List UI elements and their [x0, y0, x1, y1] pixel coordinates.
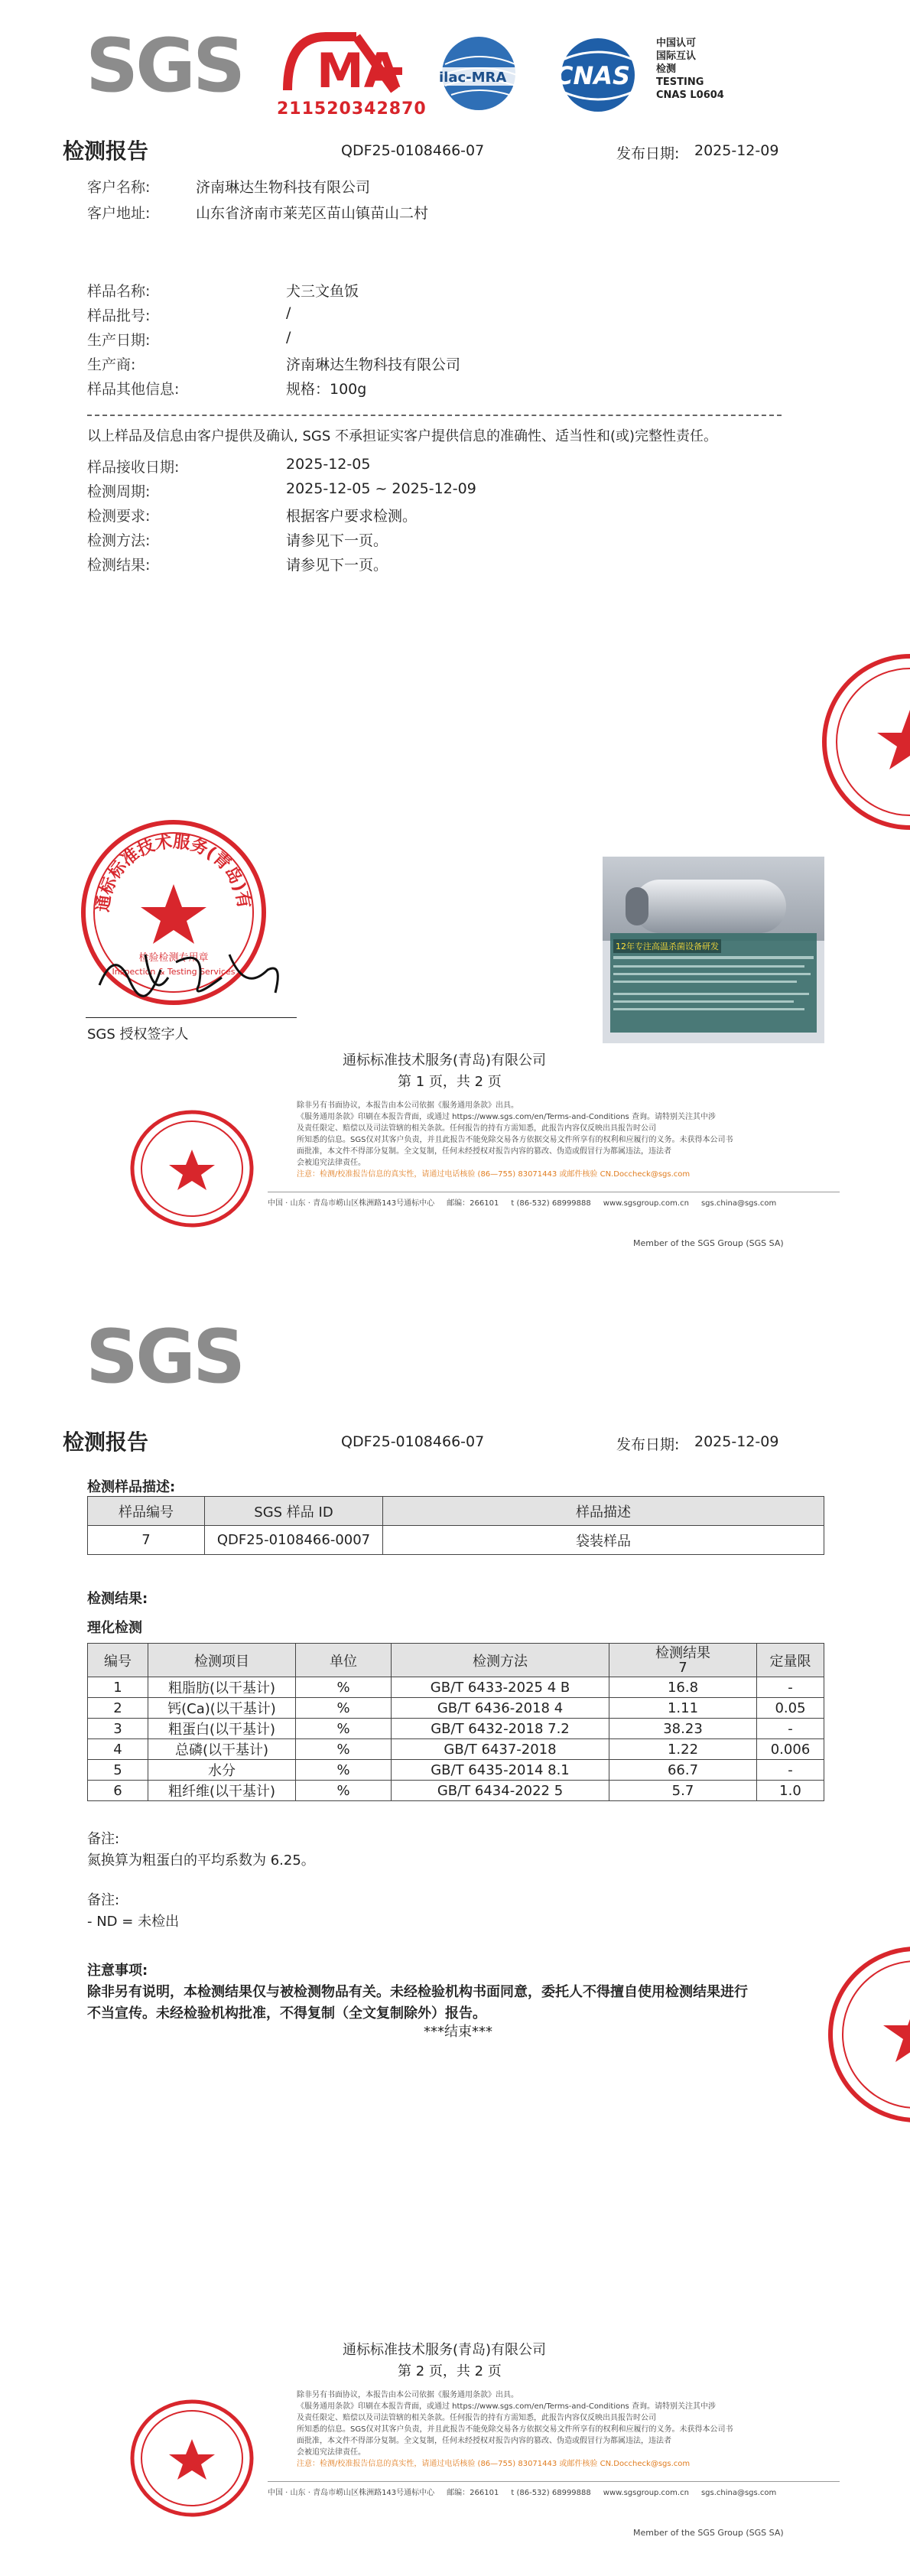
separator-line	[87, 415, 782, 416]
footer-web[interactable]: www.sgsgroup.com.cn	[603, 2489, 689, 2497]
member-text: Member of the SGS Group (SGS SA)	[633, 1238, 784, 1248]
note1-label: 备注:	[87, 1831, 120, 1847]
cma-letters: MA	[317, 43, 401, 96]
member-text: Member of the SGS Group (SGS SA)	[633, 2528, 784, 2538]
test-period-label: 检测周期:	[87, 483, 151, 500]
company-footer-2: 通标标准技术服务(青岛)有限公司	[343, 2342, 547, 2358]
page-number-2: 第 2 页，共 2 页	[398, 2363, 502, 2379]
footer-postcode: 邮编：266101	[447, 1199, 499, 1208]
sgs-logo-page2: SGS	[86, 1314, 243, 1400]
page-number-1: 第 1 页，共 2 页	[398, 1074, 502, 1090]
seal-sub: 检验检测专用章	[138, 952, 209, 964]
test-requirement: 根据客户要求检测。	[286, 508, 418, 525]
sample-name-label: 样品名称:	[87, 283, 151, 300]
client-address-label: 客户地址:	[87, 205, 151, 222]
footer-seal-2	[127, 2397, 257, 2519]
batch-label: 样品批号:	[87, 307, 151, 324]
note1-text: 氮换算为粗蛋白的平均系数为 6.25。	[87, 1852, 315, 1869]
page2-title: 检测报告	[63, 1429, 149, 1455]
footer-email[interactable]: sgs.china@sgs.com	[700, 1199, 777, 1208]
seal-en: Inspection & Testing Services	[112, 967, 236, 977]
receive-date: 2025-12-05	[286, 456, 371, 473]
table-row: 7 QDF25-0108466-0007 袋装样品	[88, 1526, 824, 1555]
footer-web[interactable]: www.sgsgroup.com.cn	[603, 1199, 689, 1208]
ilac-mra-logo	[436, 34, 528, 115]
attention-line2: 不当宣传。未经检验机构批准，不得复制（全文复制除外）报告。	[87, 2005, 486, 2021]
footer-postcode: 邮编：266101	[447, 2489, 499, 2497]
batch-value: /	[286, 304, 291, 321]
page2-report-number: QDF25-0108466-07	[341, 1433, 485, 1450]
footer-email[interactable]: sgs.china@sgs.com	[700, 2489, 777, 2497]
cnas-text: CNAS	[555, 61, 631, 90]
end-mark: ***结束***	[424, 2024, 492, 2040]
seal-arc-text: 通标标准技术服务(青岛)有	[93, 832, 254, 913]
page-title: 检测报告	[63, 138, 149, 164]
company-footer-1: 通标标准技术服务(青岛)有限公司	[343, 1052, 547, 1068]
sample-name: 犬三文鱼饭	[286, 283, 359, 300]
test-requirement-label: 检测要求:	[87, 508, 151, 525]
table-row: 3 粗蛋白(以干基计) % GB/T 6432-2018 7.2 38.23 -	[88, 1719, 824, 1739]
table-row: 5 水分 % GB/T 6435-2014 8.1 66.7 -	[88, 1760, 824, 1781]
signature-line	[86, 1017, 297, 1018]
test-method: 请参见下一页。	[286, 532, 388, 549]
client-name: 济南琳达生物科技有限公司	[196, 179, 371, 196]
test-method-label: 检测方法:	[87, 532, 151, 549]
sample-table	[87, 1496, 824, 1555]
footer-phone: t (86-532) 68999888	[511, 2489, 591, 2497]
manufacturer-label: 生产商:	[87, 356, 136, 373]
sample-desc-heading: 检测样品描述:	[87, 1479, 176, 1495]
test-result-label: 检测结果:	[87, 557, 151, 574]
table-row: 1 粗脂肪(以干基计) % GB/T 6433-2025 4 B 16.8 -	[88, 1677, 824, 1698]
client-address: 山东省济南市莱芜区苗山镇苗山二村	[196, 205, 429, 222]
results-heading: 检测结果:	[87, 1591, 148, 1607]
cma-number: 211520342870	[277, 99, 427, 119]
note2-label: 备注:	[87, 1892, 120, 1908]
section-heading: 理化检测	[87, 1620, 142, 1636]
footer-block-1: 除非另有书面协议，本报告由本公司依据《服务通用条款》出具。 《服务通用条款》印刷在本报告背面，或通过 https://www.sgs.com/en/Terms-and-Conditions 查询。请特别关注其中涉 及责任限定、赔偿以及司法管辖的相关条款。任何报告的持有方需知悉，此报告内容仅反映出具报告时公司 所知悉的信息。SGS仅对其客户负责，并且此报告不能免除交易各方依据交易文件所享有的权利和应履行的义务。未获得本公司书 面批准，本文件不得部分复制。全文复制，任何未经授权对报告内容的篡改、伪造或假冒行为都属违法，违法者 会被追究法律责任。 注意：检测/校准报告信息的真实性，请通过电话核验 (86—755) 83071443 或邮件核验 CN.Doccheck@sgs.com 中国 · 山东 · 青岛市崂山区株洲路143号通标中心 邮编：266101 t (86-532) 68999888 www.sgsgroup.com.cn sgs.china@sgs.com Member of the SGS Group (SGS SA)	[76, 1095, 841, 1248]
equipment-photo	[603, 857, 824, 1043]
receive-date-label: 样品接收日期:	[87, 459, 180, 476]
sgs-logo: SGS	[86, 23, 243, 109]
test-result: 请参见下一页。	[286, 557, 388, 574]
issue-date-label: 发布日期:	[616, 145, 680, 162]
client-name-label: 客户名称:	[87, 179, 151, 196]
signature	[92, 939, 291, 1008]
attention-line1: 除非另有说明，本检测结果仅与被检测物品有关。未经检验机构书面同意，委托人不得擅自使用检测结果进行	[87, 1984, 748, 2000]
table-row: 4 总磷(以干基计) % GB/T 6437-2018 1.22 0.006	[88, 1739, 824, 1760]
sample-table-header: 样品编号	[88, 1497, 205, 1526]
production-date-label: 生产日期:	[87, 332, 151, 349]
other-info-value: 规格：100g	[286, 381, 367, 398]
footer-phone: t (86-532) 68999888	[511, 1199, 591, 1208]
issue-date: 2025-12-09	[694, 142, 779, 159]
footer-block-2: 除非另有书面协议，本报告由本公司依据《服务通用条款》出具。 《服务通用条款》印刷在本报告背面，或通过 https://www.sgs.com/en/Terms-and-Conditions 查询。请特别关注其中涉 及责任限定、赔偿以及司法管辖的相关条款。任何报告的持有方需知悉，此报告内容仅反映出具报告时公司 所知悉的信息。SGS仅对其客户负责，并且此报告不能免除交易各方依据交易文件所享有的权利和应履行的义务。未获得本公司书 面批准，本文件不得部分复制。全文复制，任何未经授权对报告内容的篡改、伪造或假冒行为都属违法，违法者 会被追究法律责任。 注意：检测/校准报告信息的真实性，请通过电话核验 (86—755) 83071443 或邮件核验 CN.Doccheck@sgs.com 中国 · 山东 · 青岛市崂山区株洲路143号通标中心 邮编：266101 t (86-532) 68999888 www.sgsgroup.com.cn sgs.china@sgs.com Member of the SGS Group (SGS SA)	[76, 2385, 841, 2538]
ilac-text: ilac-MRA	[439, 70, 507, 86]
attention-label: 注意事项:	[87, 1963, 148, 1979]
edge-seal-page1	[818, 650, 910, 834]
footer-seal-1	[127, 1107, 257, 1230]
edge-seal-page2	[824, 1943, 910, 2126]
production-date-value: /	[286, 329, 291, 346]
manufacturer-value: 济南琳达生物科技有限公司	[286, 356, 461, 373]
table-row: 6 粗纤维(以干基计) % GB/T 6434-2022 5 5.7 1.0	[88, 1781, 824, 1801]
disclaimer: 以上样品及信息由客户提供及确认, SGS 不承担证实客户提供信息的准确性、适当性和(或)完整性责任。	[87, 428, 718, 444]
footer-address: 中国 · 山东 · 青岛市崂山区株洲路143号通标中心	[268, 2489, 435, 2497]
footer-address: 中国 · 山东 · 青岛市崂山区株洲路143号通标中心	[268, 1199, 435, 1208]
note2-text: - ND = 未检出	[87, 1914, 180, 1930]
sample-table-header: SGS 样品 ID	[205, 1497, 383, 1526]
report-number: QDF25-0108466-07	[341, 142, 485, 159]
table-row: 2 钙(Ca)(以干基计) % GB/T 6436-2018 4 1.11 0.05	[88, 1698, 824, 1719]
signatory-label: SGS 授权签字人	[87, 1026, 189, 1042]
results-table: 编号 检测项目 单位 检测方法 检测结果 7 定量限 1 粗脂肪(以干基计) % GB/T 6433-2025 4 B 16.8 - 2 钙(Ca)(以干基计) % GB/T 6436-2018 4 1.11 0.05 3 粗蛋白(以干基计) % GB/T 6432-2018 7.2 38.23 - 4 总磷(以干基计) % GB/T 6437-2018 1.22 0.006 5 水分 % GB/T 6435-2014 8.1 66.7 - 6 粗纤维(以干基计) % GB/T 6434-2022 5 5.7 1.0	[87, 1643, 824, 1801]
cnas-side-text: 中国认可 国际互认 检测 TESTING CNAS L0604	[656, 37, 724, 101]
photo-title: 12年专注高温杀菌设备研发	[613, 939, 721, 953]
other-info-label: 样品其他信息:	[87, 381, 180, 398]
page2-issue-date-label: 发布日期:	[616, 1436, 680, 1453]
page2-issue-date: 2025-12-09	[694, 1433, 779, 1450]
cma-logo	[272, 29, 427, 121]
test-period: 2025-12-05 ~ 2025-12-09	[286, 480, 476, 497]
sample-table-header: 样品描述	[383, 1497, 824, 1526]
cnas-logo	[544, 37, 652, 113]
